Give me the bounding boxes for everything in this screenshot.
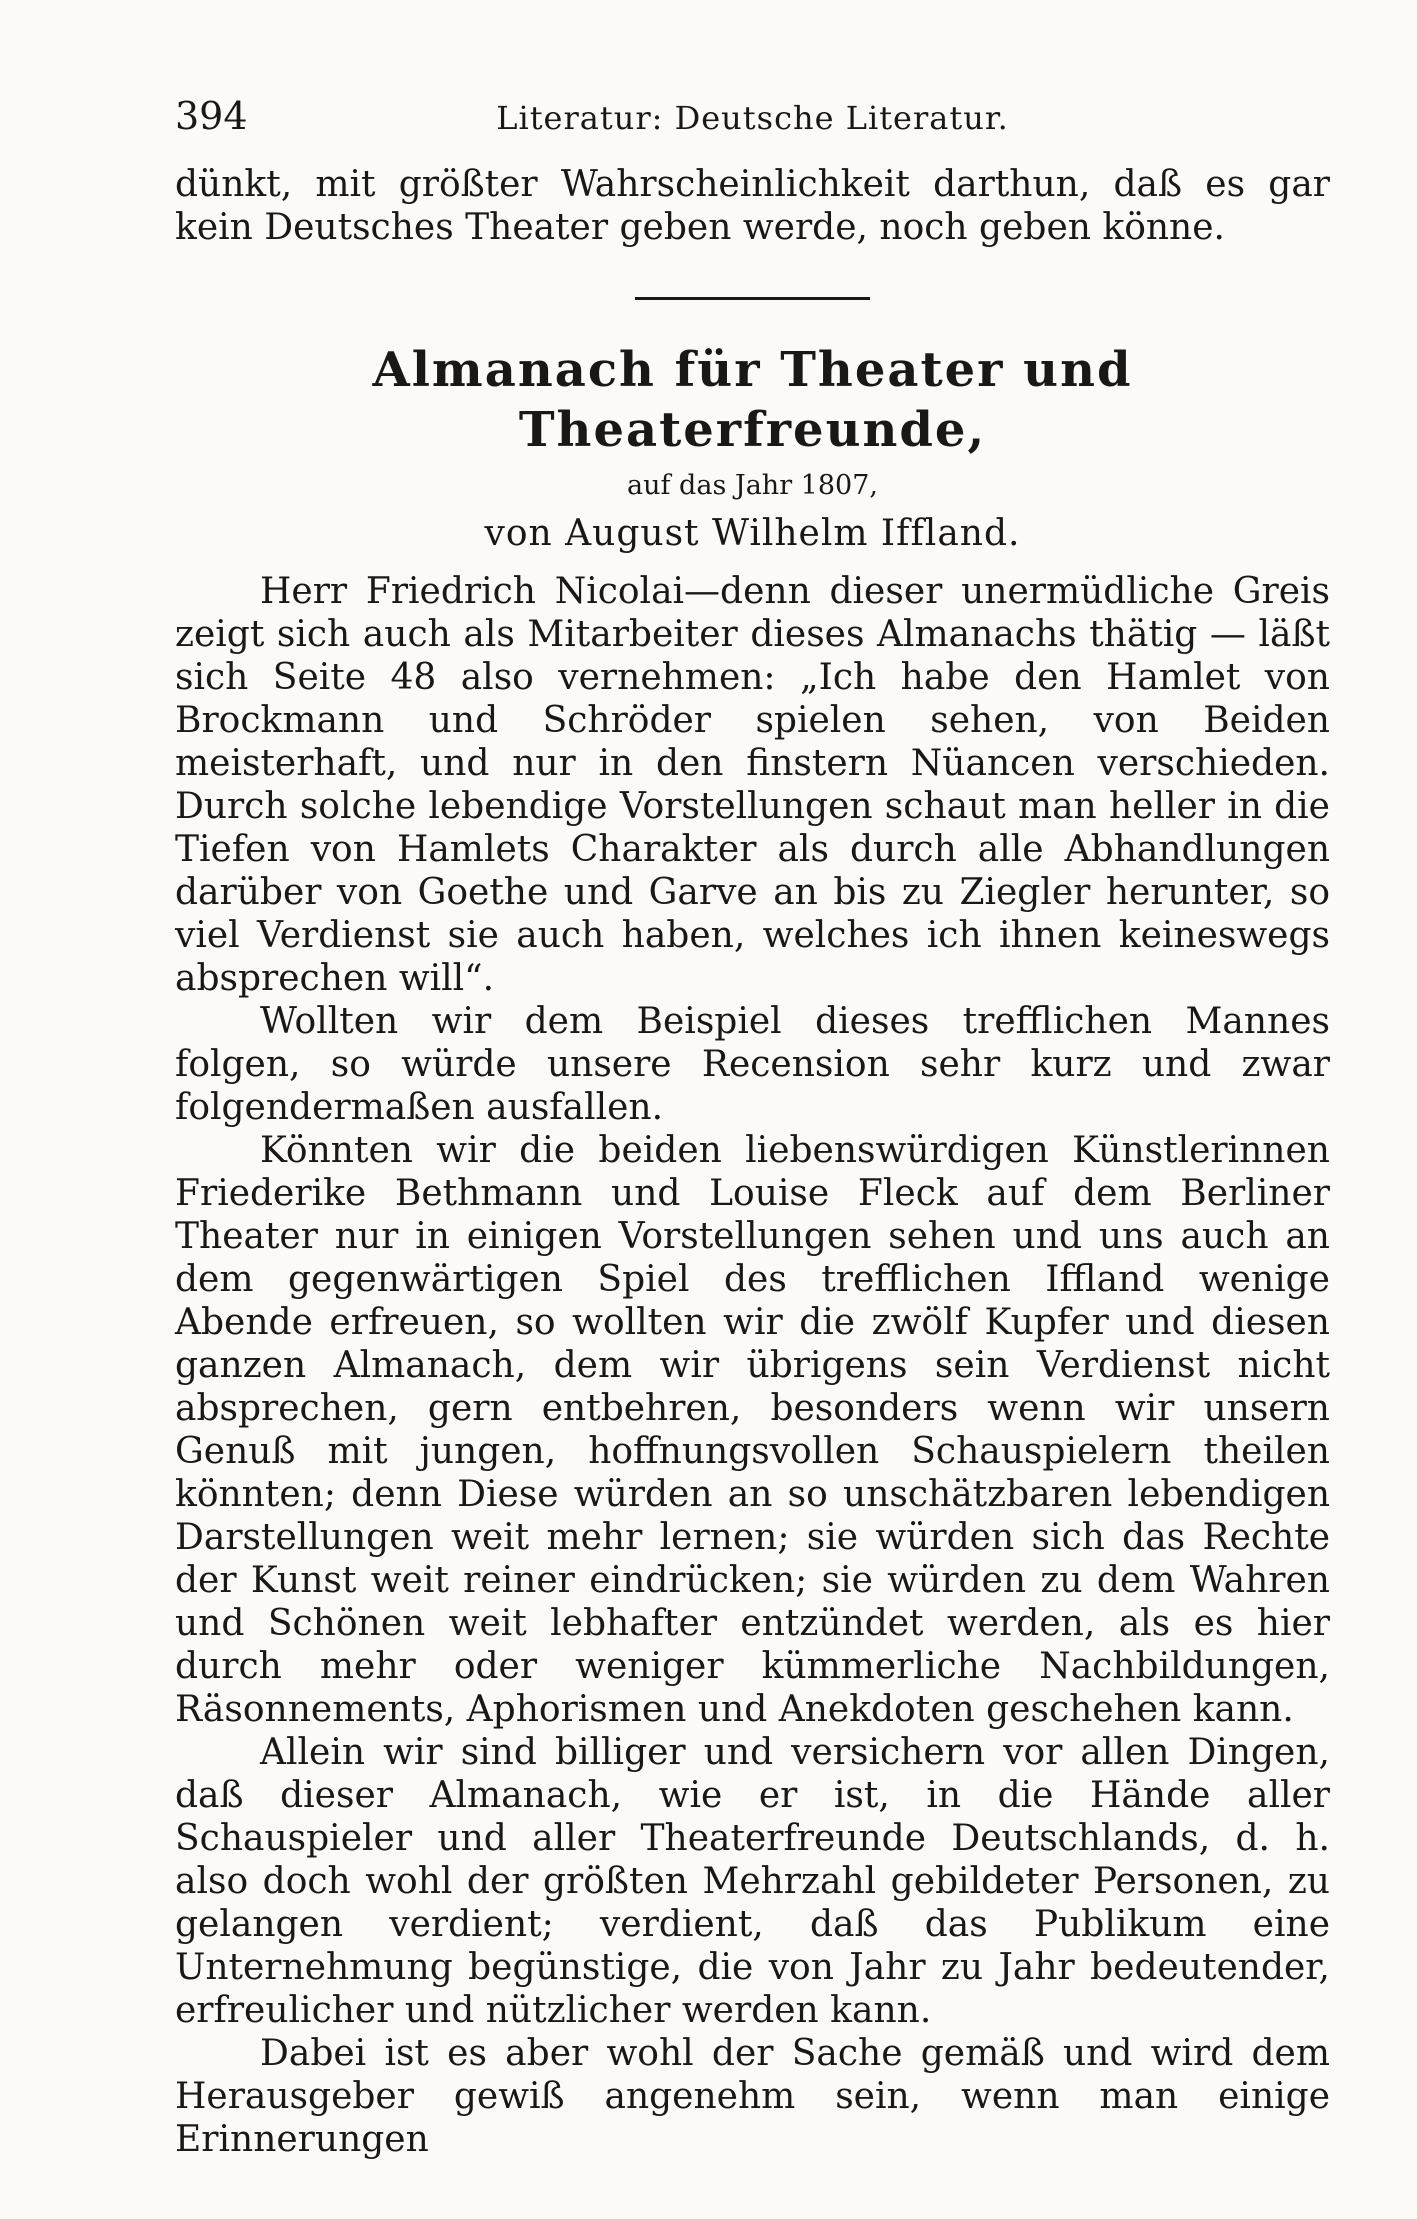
body-paragraph: Wollten wir dem Beispiel dieses trefflichen Mannes folgen, so würde unsere Recension sehr kurz und zwar folgendermaßen ausfallen. [175, 1001, 1330, 1128]
body-paragraph: Dabei ist es aber wohl der Sache gemäß und wird dem Herausgeber gewiß angenehm sein, wenn man einige Erinnerungen [175, 2033, 1330, 2160]
text-block [175, 95, 1330, 2161]
body-paragraph: Herr Friedrich Nicolai—denn dieser unermüdliche Greis zeigt sich auch als Mitarbeiter dieses Almanachs thätig — läßt sich Seite 48 also vernehmen: „Ich habe den Hamlet von Brockmann und Schröder spielen sehen, von Beiden meisterhaft, und nur in den finstern Nüancen verschieden. Durch solche lebendige Vorstellungen schaut man heller in die Tiefen von Hamlets Charakter als durch alle Abhandlungen darüber von Goethe und Garve an bis zu Ziegler herunter, so viel Verdienst sie auch haben, welches ich ihnen keineswegs absprechen will“. [175, 571, 1330, 999]
article-subtitle: auf das Jahr 1807, [627, 470, 878, 501]
section-divider [635, 297, 870, 300]
article-author: von August Wilhelm Iffland. [484, 513, 1021, 554]
running-head [175, 95, 1330, 155]
continuation-paragraph: dünkt, mit größter Wahrscheinlichkeit darthun, daß es gar kein Deutsches Theater geben werde, noch geben könne. [175, 164, 1330, 248]
body-paragraph: Könnten wir die beiden liebenswürdigen Künstlerinnen Friederike Bethmann und Louise Fleck auf dem Berliner Theater nur in einigen Vorstellungen sehen und uns auch an dem gegenwärtigen Spiel des trefflichen Iffland wenige Abende erfreuen, so wollten wir die zwölf Kupfer und diesen ganzen Almanach, dem wir übrigens sein Verdienst nicht absprechen, gern entbehren, besonders wenn wir unsern Genuß mit jungen, hoffnungsvollen Schauspielern theilen könnten; denn Diese würden an so unschätzbaren lebendigen Darstellungen weit mehr lernen; sie würden sich das Rechte der Kunst weit reiner eindrücken; sie würden zu dem Wahren und Schönen weit lebhafter entzündet werden, als es hier durch mehr oder weniger kümmerliche Nachbildungen, Räsonnements, Aphorismen und Anekdoten geschehen kann. [175, 1130, 1330, 1730]
body-paragraph: Allein wir sind billiger und versichern vor allen Dingen, daß dieser Almanach, wie er ist, in die Hände aller Schauspieler und aller Theaterfreunde Deutschlands, d. h. also doch wohl der größten Mehrzahl gebildeter Personen, zu gelangen verdient; verdient, daß das Publikum eine Unternehmung begünstige, die von Jahr zu Jahr bedeutender, erfreulicher und nützlicher werden kann. [175, 1732, 1330, 2031]
page-number: 394 [175, 94, 248, 138]
article-title: Almanach für Theater und Theaterfreunde, [372, 342, 1133, 458]
running-title: Literatur: Deutsche Literatur. [496, 99, 1009, 137]
